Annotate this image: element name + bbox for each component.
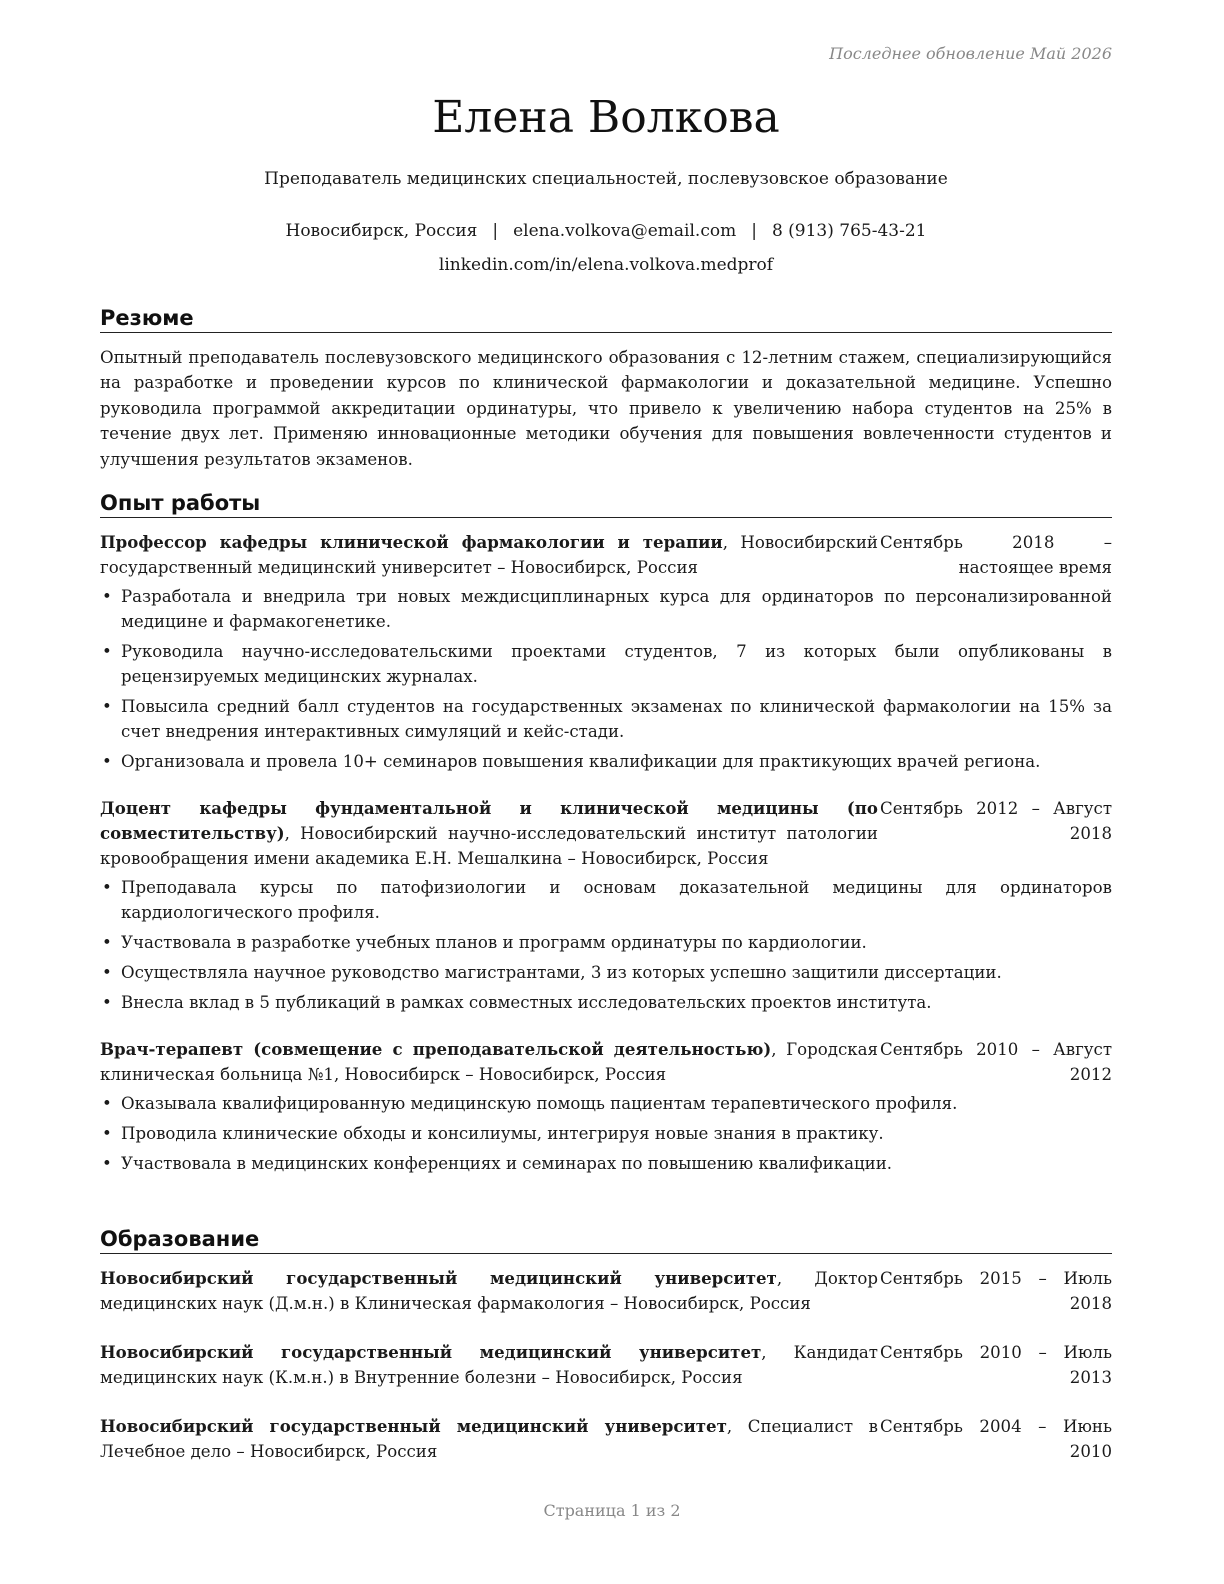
education-entry [100, 1340, 1112, 1390]
section-title: Резюме [100, 304, 1112, 333]
last-updated: Последнее обновление Май 2026 [829, 44, 1112, 63]
bullet-text: Организовала и провела 10+ семинаров повышения квалификации для практикующих врачей региона. [121, 752, 1041, 771]
education-header [100, 1266, 1112, 1316]
list-item [100, 990, 1112, 1015]
degree-text: , Специалист в Лечебное дело – Новосибирск, Россия [100, 1417, 878, 1461]
bullet-text: Участвовала в разработке учебных планов и программ ординатуры по кардиологии. [121, 933, 867, 952]
list-item [100, 749, 1112, 774]
job-bullets [100, 1091, 1112, 1176]
education-section [100, 1225, 1112, 1464]
job-header [100, 530, 1112, 580]
bullet-text: Проводила клинические обходы и консилиумы, интегрируя новые знания в практику. [121, 1124, 884, 1143]
job-title: Преподаватель медицинских специальностей, послевузовское образование [264, 169, 948, 189]
section-title: Образование [100, 1225, 1112, 1254]
job-dates: Сентябрь 2010 – Август 2012 [880, 1040, 1112, 1084]
education-dates: Сентябрь 2004 – Июнь 2010 [880, 1417, 1112, 1461]
education-description [100, 1414, 878, 1464]
bullet-icon: • [102, 752, 112, 771]
bullet-text: Участвовала в медицинских конференциях и семинарах по повышению квалификации. [121, 1154, 893, 1173]
bullet-icon: • [102, 933, 112, 952]
job-organization: , Новосибирский государственный медицинский университет – Новосибирск, Россия [100, 533, 878, 577]
bullet-icon: • [102, 963, 112, 982]
list-item [100, 1121, 1112, 1146]
summary-section [100, 304, 1112, 472]
education-dates: Сентябрь 2015 – Июль 2018 [880, 1269, 1112, 1313]
education-description [100, 1340, 878, 1390]
bullet-icon: • [102, 878, 112, 897]
education-entry [100, 1414, 1112, 1464]
list-item [100, 1091, 1112, 1116]
person-name: Елена Волкова [432, 92, 780, 143]
degree-text: , Кандидат медицинских наук (К.м.н.) в Внутренние болезни – Новосибирск, Россия [100, 1343, 878, 1387]
list-item [100, 694, 1112, 744]
job-organization: , Новосибирский научно-исследовательский институт патологии кровообращения имени академика Е.Н. Мешалкина – Новосибирск, Россия [100, 824, 878, 868]
contact-city: Новосибирск, Россия [285, 221, 478, 241]
job-description [100, 530, 878, 580]
education-description [100, 1266, 878, 1316]
education-header [100, 1340, 1112, 1390]
job-dates: Сентябрь 2012 – Август 2018 [880, 799, 1112, 843]
job-dates: Сентябрь 2018 – настоящее время [880, 533, 1112, 577]
job-entry [100, 796, 1112, 1015]
education-dates: Сентябрь 2010 – Июль 2013 [880, 1343, 1112, 1387]
job-organization: , Городская клиническая больница №1, Новосибирск – Новосибирск, Россия [100, 1040, 878, 1084]
bullet-icon: • [102, 1154, 112, 1173]
bullet-text: Внесла вклад в 5 публикаций в рамках совместных исследовательских проектов института. [121, 993, 932, 1012]
linkedin-link[interactable]: linkedin.com/in/elena.volkova.medprof [438, 255, 774, 275]
list-item [100, 930, 1112, 955]
bullet-text: Преподавала курсы по патофизиологии и основам доказательной медицины для ординаторов кардиологического профиля. [121, 878, 1112, 922]
bullet-icon: • [102, 1124, 112, 1143]
contact-separator: | [751, 221, 757, 241]
job-position: Врач-терапевт (совмещение с преподавательской деятельностью) [100, 1039, 772, 1059]
list-item [100, 960, 1112, 985]
education-entry [100, 1266, 1112, 1316]
job-entry [100, 1037, 1112, 1176]
job-header [100, 1037, 1112, 1087]
job-bullets [100, 875, 1112, 1015]
job-position: Профессор кафедры клинической фармакологии и терапии [100, 532, 723, 552]
bullet-text: Руководила научно-исследовательскими проектами студентов, 7 из которых были опубликованы в рецензируемых медицинских журналах. [121, 642, 1112, 686]
bullet-text: Осуществляла научное руководство магистрантами, 3 из которых успешно защитили диссертации. [121, 963, 1002, 982]
school-name: Новосибирский государственный медицинский университет [100, 1268, 777, 1288]
job-description [100, 796, 878, 871]
summary-text: Опытный преподаватель послевузовского медицинского образования с 12-летним стажем, специализирующийся на разработке и проведении курсов по клинической фармакологии и доказательной медицине. Успешно руководила программой аккредитации ординатуры, что привело к увеличению набора студентов на 25% в течение двух лет. Применяю инновационные методики обучения для повышения вовлеченности студентов и улучшения результатов экзаменов. [100, 348, 1112, 469]
experience-section [100, 489, 1112, 1181]
list-item [100, 584, 1112, 634]
bullet-text: Оказывала квалифицированную медицинскую помощь пациентам терапевтического профиля. [121, 1094, 958, 1113]
bullet-icon: • [102, 587, 112, 606]
school-name: Новосибирский государственный медицинский университет [100, 1342, 762, 1362]
bullet-text: Разработала и внедрила три новых междисциплинарных курса для ординаторов по персонализированной медицине и фармакогенетике. [121, 587, 1112, 631]
job-bullets [100, 584, 1112, 774]
bullet-icon: • [102, 1094, 112, 1113]
job-position: Доцент кафедры фундаментальной и клинической медицины (по совместительству) [100, 798, 878, 843]
bullet-icon: • [102, 993, 112, 1012]
job-entry [100, 530, 1112, 774]
bullet-icon: • [102, 642, 112, 661]
degree-text: , Доктор медицинских наук (Д.м.н.) в Клиническая фармакология – Новосибирск, Россия [100, 1269, 878, 1313]
contact-line [100, 219, 1112, 243]
contact-phone: 8 (913) 765-43-21 [771, 221, 927, 241]
section-title: Опыт работы [100, 489, 1112, 518]
contact-email[interactable]: elena.volkova@email.com [513, 221, 737, 241]
page-number: Страница 1 из 2 [543, 1501, 681, 1520]
bullet-icon: • [102, 697, 112, 716]
list-item [100, 1151, 1112, 1176]
job-description [100, 1037, 878, 1087]
contact-separator: | [492, 221, 499, 241]
list-item [100, 639, 1112, 689]
job-header [100, 796, 1112, 871]
list-item [100, 875, 1112, 925]
bullet-text: Повысила средний балл студентов на государственных экзаменах по клинической фармакологии на 15% за счет внедрения интерактивных симуляций и кейс-стади. [121, 697, 1112, 741]
school-name: Новосибирский государственный медицинский университет [100, 1416, 727, 1436]
education-header [100, 1414, 1112, 1464]
